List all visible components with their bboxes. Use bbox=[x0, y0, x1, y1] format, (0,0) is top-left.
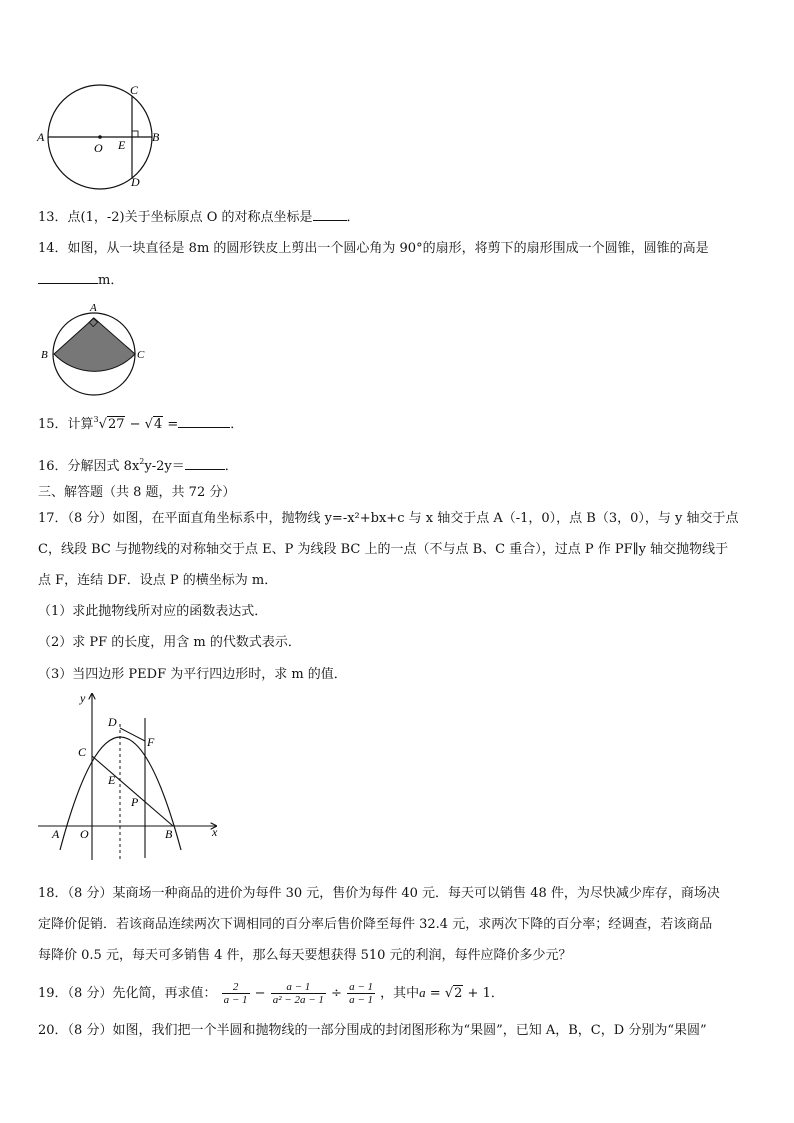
q19-f3-denominator: a − 1 bbox=[349, 994, 373, 1006]
q19-variable-a: a bbox=[419, 985, 426, 1000]
q16-prefix: 16．分解因式 8x bbox=[38, 459, 140, 474]
question-19: 19．（8 分）先化简，再求值： $\frac{2}{a - 1}$ − $\frac{a - 1}{\text{a² − 2a − 1}}$ ÷ $\frac{a - 1}{a - 1}$ ，其中a = √2 + 1． bbox=[38, 981, 504, 1006]
label-x: x bbox=[212, 825, 218, 839]
label-a: A bbox=[37, 130, 45, 144]
q19-fraction-1 bbox=[222, 981, 250, 1006]
q15-end: ． bbox=[230, 417, 244, 432]
q19-f1-denominator: a − 1 bbox=[223, 994, 248, 1006]
segment-df bbox=[120, 728, 145, 741]
question-14-line2 bbox=[38, 271, 123, 290]
question-16 bbox=[38, 453, 238, 476]
parabola-figure bbox=[36, 690, 226, 862]
sector-label-b: B bbox=[41, 349, 48, 361]
section-3-title: 三、解答题（共 8 题，共 72 分） bbox=[38, 485, 236, 500]
label-y: y bbox=[80, 691, 86, 705]
question-18-line2: 定降价促销．若该商品连续两次下调相同的百分率后售价降至每件 32.4 元，求两次下降的百分率；经调查，若该商品 bbox=[38, 917, 713, 932]
question-17-line2: C，线段 BC 与抛物线的对称轴交于点 E、P 为线段 BC 上的一点（不与点 B、C 重合），过点 P 作 PF∥y 轴交抛物线于 bbox=[38, 542, 729, 557]
q19-plus-one: + 1． bbox=[463, 986, 504, 1001]
q16-answer-blank[interactable] bbox=[185, 457, 225, 470]
sector-label-a: A bbox=[90, 302, 97, 314]
question-13 bbox=[38, 208, 360, 227]
question-17-sub1: （1）求此抛物线所对应的函数表达式． bbox=[38, 604, 268, 619]
question-18-line3: 每降价 0.5 元，每天可多销售 4 件，那么每天要想获得 510 元的利润，每件应降价多少元？ bbox=[38, 948, 572, 963]
q15-radicand-1: 27 bbox=[107, 417, 125, 432]
q15-minus: − bbox=[129, 417, 141, 432]
q13-end: ． bbox=[346, 210, 360, 225]
q15-root-index: 3 bbox=[93, 415, 99, 424]
q15-radicand-2: 4 bbox=[153, 417, 163, 432]
question-15: 15．计算$^3$√27 − √4 = ． bbox=[38, 415, 244, 432]
q13-text: 13．点(1，-2)关于坐标原点 O 的对称点坐标是 bbox=[38, 210, 313, 225]
q13-answer-blank[interactable] bbox=[313, 208, 347, 221]
label-c: C bbox=[78, 745, 87, 759]
q16-end: ． bbox=[224, 459, 238, 474]
label-d: D bbox=[131, 175, 140, 189]
question-18-line1: 18．（8 分）某商场一种商品的进价为每件 30 元，售价为每件 40 元．每天可以销售 48 件，为尽快减少库存，商场决 bbox=[38, 886, 720, 901]
question-17-sub2: （2）求 PF 的长度，用含 m 的代数式表示． bbox=[38, 635, 301, 650]
q14-answer-blank[interactable] bbox=[38, 271, 98, 284]
label-f: F bbox=[147, 735, 155, 749]
q19-fraction-3 bbox=[347, 981, 375, 1006]
label-o: O bbox=[80, 827, 89, 841]
q19-f2-numerator: a − 1 bbox=[271, 981, 326, 994]
q19-prefix: 19．（8 分）先化简，再求值： bbox=[38, 986, 217, 1001]
question-17-line1: 17．（8 分）如图，在平面直角坐标系中，抛物线 y=-x²+bx+c 与 x 轴交于点 A（-1，0），点 B（3，0），与 y 轴交于点 bbox=[38, 511, 739, 526]
right-angle-mark bbox=[132, 131, 138, 137]
q19-op1: − bbox=[254, 986, 266, 1001]
label-d: D bbox=[108, 715, 117, 729]
label-b: B bbox=[165, 827, 173, 841]
center-dot bbox=[98, 135, 102, 139]
label-e: E bbox=[108, 773, 116, 787]
q19-f1-numerator: 2 bbox=[222, 981, 250, 994]
q15-eq: = bbox=[167, 417, 179, 432]
question-14-line1: 14．如图，从一块直径是 8m 的圆形铁皮上剪出一个圆心角为 90°的扇形，将剪下的扇形围成一个圆锥，圆锥的高是 bbox=[38, 241, 709, 256]
circle-figure bbox=[36, 82, 166, 190]
q19-where: ，其中 bbox=[380, 986, 420, 1001]
question-17-sub3: （3）当四边形 PEDF 为平行四边形时，求 m 的值． bbox=[38, 667, 347, 682]
q16-mid: y-2y＝ bbox=[144, 459, 185, 474]
q19-f2-denominator: a² − 2a − 1 bbox=[272, 994, 324, 1006]
q19-equals: = bbox=[425, 986, 445, 1001]
q16-exponent: 2 bbox=[139, 457, 145, 466]
label-e: E bbox=[118, 138, 126, 152]
question-17-line3: 点 F，连结 DF．设点 P 的横坐标为 m． bbox=[38, 573, 278, 588]
label-o: O bbox=[94, 141, 103, 155]
sector-figure bbox=[38, 298, 150, 402]
segment-bc bbox=[92, 756, 173, 826]
q19-radicand: 2 bbox=[454, 986, 463, 1001]
label-p: P bbox=[131, 795, 139, 809]
q15-answer-blank[interactable] bbox=[178, 415, 230, 428]
q15-prefix: 15．计算 bbox=[38, 417, 94, 432]
q19-fraction-2 bbox=[271, 981, 326, 1006]
label-c: C bbox=[130, 83, 139, 97]
q19-f3-numerator: a − 1 bbox=[349, 981, 373, 993]
sector-label-c: C bbox=[137, 349, 145, 361]
q19-op2: ÷ bbox=[331, 986, 342, 1001]
sector-shaded bbox=[54, 318, 135, 371]
question-20-line1: 20．（8 分）如图，我们把一个半圆和抛物线的一部分围成的封闭图形称为“果圆”，已知 A，B，C，D 分别为“果圆” bbox=[38, 1023, 707, 1038]
q14-suffix: m． bbox=[98, 273, 124, 288]
label-b: B bbox=[152, 130, 160, 144]
label-a: A bbox=[52, 827, 60, 841]
